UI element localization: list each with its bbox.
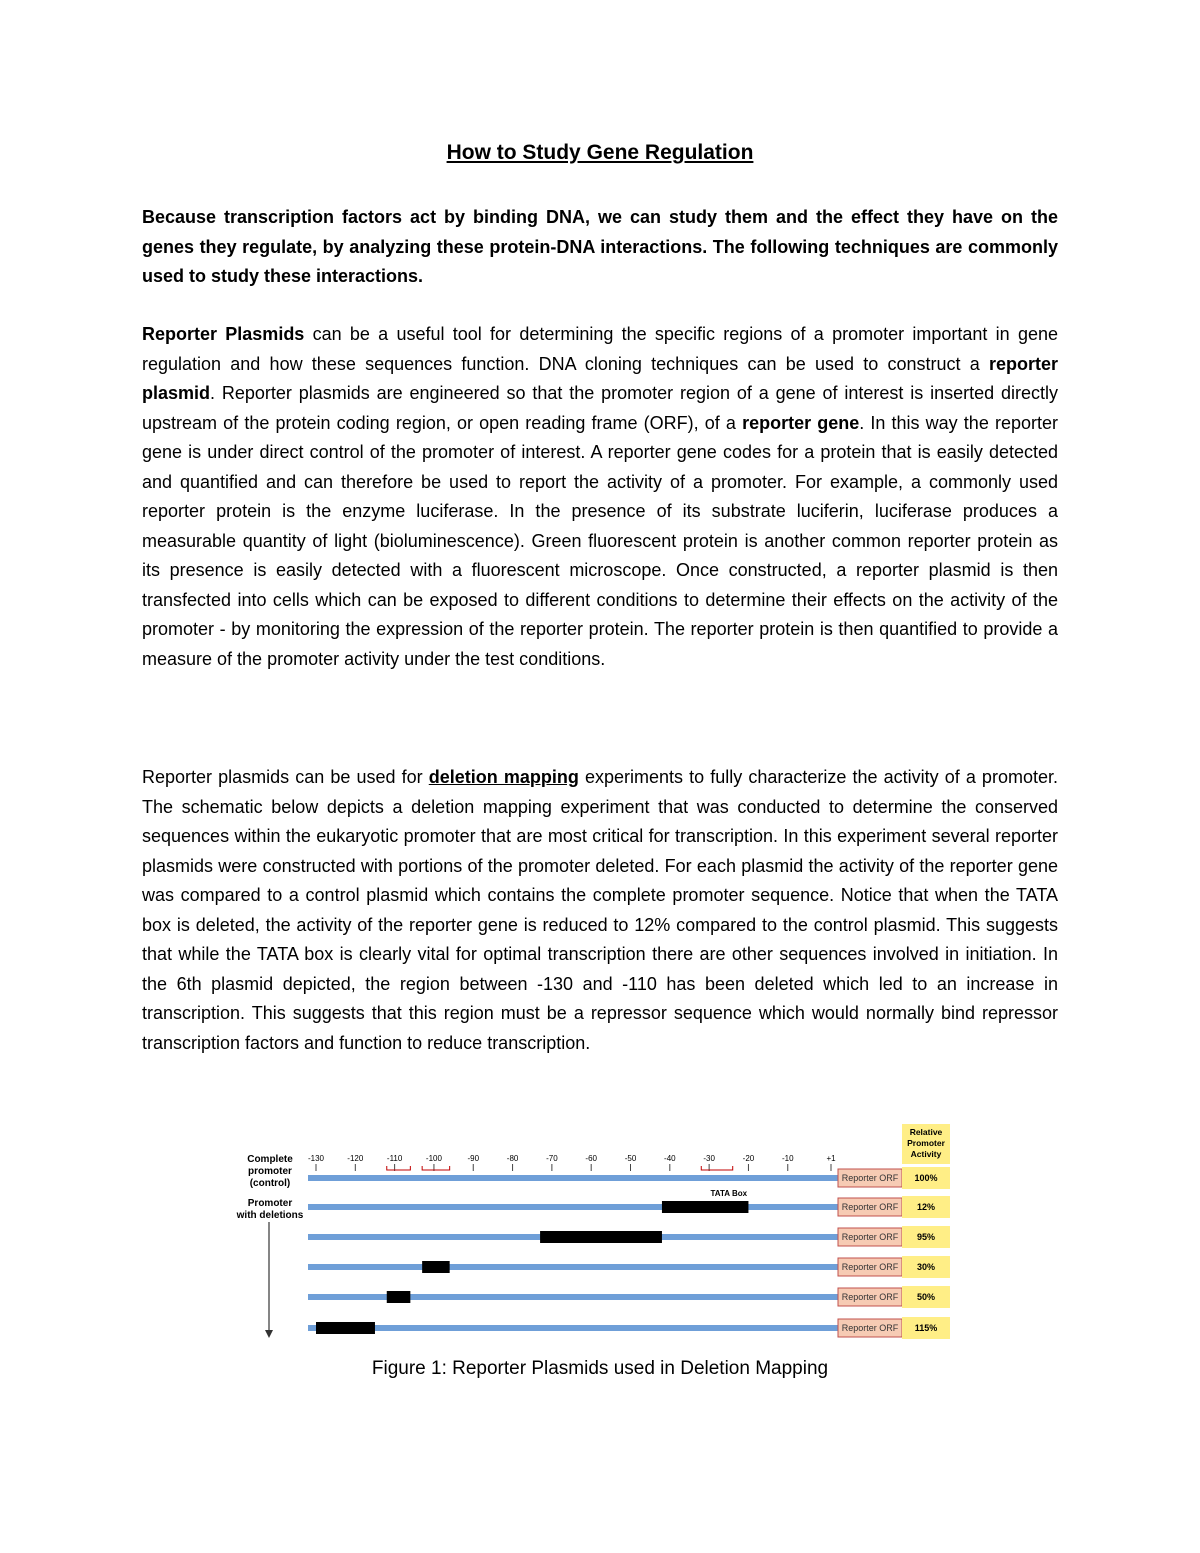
tick-label: -130 (307, 1154, 325, 1163)
term-reporter-gene: reporter gene (742, 412, 860, 433)
label-complete-promoter: (control) (249, 1178, 291, 1189)
tick-label: -100 (425, 1154, 442, 1163)
deletion-mapping-figure (236, 1118, 956, 1344)
tick-label: -40 (664, 1154, 676, 1163)
sequence-bracket (387, 1166, 411, 1170)
activity-header-label: Promoter (907, 1138, 945, 1148)
tick-label: -30 (703, 1154, 715, 1163)
activity-header-label: Activity (910, 1149, 942, 1159)
intro-paragraph: Because transcription factors act by binding DNA, we can study them and the effect they have on the genes they regulate, by analyzing these protein-DNA interactions. The following techniques are commonly used to study these interactions. (142, 207, 1058, 286)
tick-label: -10 (781, 1154, 794, 1163)
promoter-bar (308, 1204, 838, 1210)
arrow-head-icon (265, 1330, 273, 1338)
promoter-bar (308, 1264, 838, 1270)
tick-label: -20 (742, 1154, 755, 1163)
reporter-plasmids-paragraph: Reporter Plasmids can be a useful tool for determining the specific regions of a promoter important in gene regulation and how these sequences function. DNA cloning techniques can be used to construct a reporter plasmid. Reporter plasmids are engineered so that the promoter region of a gene of interest is inserted directly upstream of the protein coding region, or open reading frame (ORF), of a reporter gene. In this way the reporter gene is under direct control of the promoter of interest. A reporter gene codes for a protein that is easily detected and quantified and can therefore be used to report the activity of a promoter. For example, a commonly used reporter protein is the enzyme luciferase. In the presence of its substrate luciferin, luciferase produces a measurable quantity of light (bioluminescence). Green fluorescent protein is another common reporter protein as its presence is easily detected with a fluorescent microscope. Once constructed, a reporter plasmid is then transfected into cells which can be exposed to different conditions to determine their effects on the activity of the promoter - by monitoring the expression of the reporter protein. The reporter protein is then quantified to provide a measure of the promoter activity under the test conditions. (142, 324, 1058, 669)
label-promoter-with-deletions: with deletions (236, 1210, 304, 1221)
reporter-orf-label: Reporter ORF (841, 1262, 899, 1272)
activity-header-label: Relative (909, 1127, 943, 1137)
tick-label: -90 (467, 1154, 480, 1163)
page-title: How to Study Gene Regulation (446, 141, 754, 164)
activity-value: 100% (914, 1173, 938, 1183)
term-reporter-plasmids: Reporter Plasmids (142, 324, 305, 344)
tick-label: -110 (386, 1154, 403, 1163)
label-complete-promoter: promoter (248, 1166, 292, 1177)
tick-label: -50 (624, 1154, 637, 1163)
sequence-bracket (422, 1166, 450, 1170)
deletion-block (662, 1201, 748, 1213)
deletion-mapping-paragraph: Reporter plasmids can be used for deletion mapping experiments to fully characterize the activity of a promoter. The schematic below depicts a deletion mapping experiment that was conducted to determine the conserved sequences within the eukaryotic promoter that are most critical for transcription. In this experiment several reporter plasmids were constructed with portions of the promoter deleted. For each plasmid the activity of the reporter gene was compared to a control plasmid which contains the complete promoter sequence. Notice that when the TATA box is deleted, the activity of the reporter gene is reduced to 12% compared to the control plasmid. This suggests that while the TATA box is clearly vital for optimal transcription there are other sequences involved in initiation. In the 6th plasmid depicted, the region between -130 and -110 has been deleted which led to an increase in transcription. This suggests that this region must be a repressor sequence which would normally bind repressor transcription factors and function to reduce transcription. (142, 767, 1058, 1053)
tick-label: -60 (585, 1154, 597, 1163)
promoter-bar (308, 1175, 838, 1181)
tata-box-label: TATA Box (710, 1189, 748, 1198)
reporter-orf-label: Reporter ORF (841, 1202, 899, 1212)
activity-value: 30% (916, 1262, 936, 1272)
deletion-block (387, 1291, 411, 1303)
tick-label: -70 (546, 1154, 558, 1163)
tick-label: -80 (506, 1154, 519, 1163)
term-reporter-plasmid: reporter plasmid (142, 353, 1058, 403)
activity-value: 95% (916, 1232, 936, 1242)
label-complete-promoter: Complete (247, 1154, 293, 1165)
tick-label: +1 (826, 1154, 836, 1163)
activity-value: 115% (914, 1323, 938, 1333)
figure-caption: Figure 1: Reporter Plasmids used in Deletion Mapping (371, 1358, 829, 1379)
tick-label: -120 (347, 1154, 364, 1163)
activity-value: 50% (916, 1292, 936, 1302)
reporter-orf-label: Reporter ORF (841, 1232, 899, 1242)
promoter-bar (308, 1325, 838, 1331)
deletion-block (316, 1322, 375, 1334)
activity-value: 12% (916, 1202, 936, 1212)
deletion-block (540, 1231, 662, 1243)
reporter-orf-label: Reporter ORF (841, 1323, 899, 1333)
deletion-mapping-diagram (236, 1118, 956, 1344)
deletion-block (422, 1261, 450, 1273)
term-deletion-mapping: deletion mapping (428, 767, 579, 787)
tata-bracket (701, 1166, 732, 1170)
reporter-orf-label: Reporter ORF (841, 1173, 899, 1183)
reporter-orf-label: Reporter ORF (841, 1292, 899, 1302)
label-promoter-with-deletions: Promoter (247, 1198, 293, 1209)
